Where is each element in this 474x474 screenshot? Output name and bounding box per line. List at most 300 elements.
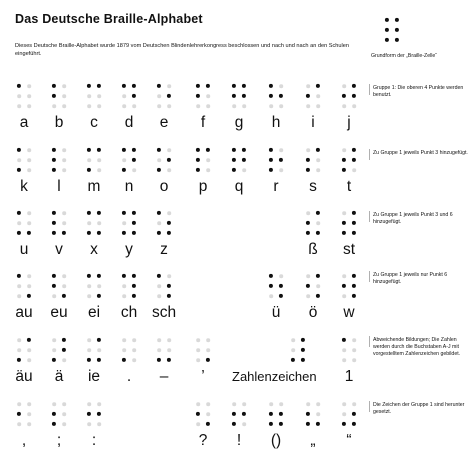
raised-dot xyxy=(352,274,356,278)
raised-dot xyxy=(52,358,56,362)
empty-dot xyxy=(17,338,21,342)
empty-dot xyxy=(206,168,210,172)
braille-cell xyxy=(342,148,358,172)
raised-dot xyxy=(352,284,356,288)
raised-dot xyxy=(17,148,21,152)
raised-dot xyxy=(306,422,310,426)
empty-dot xyxy=(62,422,66,426)
braille-character-label: e xyxy=(159,114,169,131)
raised-dot xyxy=(87,148,91,152)
braille-character-label: ö xyxy=(308,304,318,321)
raised-dot xyxy=(232,422,236,426)
empty-dot xyxy=(206,402,210,406)
empty-dot xyxy=(306,274,310,278)
empty-dot xyxy=(132,348,136,352)
raised-dot xyxy=(352,412,356,416)
raised-dot xyxy=(52,211,56,215)
empty-dot xyxy=(316,402,320,406)
braille-cell xyxy=(52,148,68,172)
empty-dot xyxy=(87,104,91,108)
empty-dot xyxy=(316,158,320,162)
empty-dot xyxy=(62,168,66,172)
empty-dot xyxy=(316,412,320,416)
raised-dot xyxy=(232,158,236,162)
empty-dot xyxy=(97,104,101,108)
raised-dot xyxy=(232,84,236,88)
grundform-label: Grundform der „Braille-Zelle“ xyxy=(370,53,437,59)
empty-dot xyxy=(97,221,101,225)
raised-dot xyxy=(157,274,161,278)
raised-dot xyxy=(167,294,171,298)
empty-dot xyxy=(62,104,66,108)
empty-dot xyxy=(342,211,346,215)
braille-cell xyxy=(232,148,248,172)
empty-dot xyxy=(167,168,171,172)
empty-dot xyxy=(97,94,101,98)
empty-dot xyxy=(269,402,273,406)
braille-character-label: v xyxy=(55,241,63,258)
empty-dot xyxy=(122,348,126,352)
raised-dot xyxy=(279,412,283,416)
empty-dot xyxy=(316,168,320,172)
empty-dot xyxy=(196,402,200,406)
empty-dot xyxy=(97,422,101,426)
raised-dot xyxy=(157,211,161,215)
raised-dot xyxy=(157,168,161,172)
empty-dot xyxy=(52,104,56,108)
braille-cell xyxy=(122,84,138,108)
braille-character-label: ? xyxy=(198,432,208,449)
braille-character-label: . xyxy=(126,368,132,385)
braille-character-label: st xyxy=(342,241,356,258)
empty-dot xyxy=(62,358,66,362)
raised-dot xyxy=(342,422,346,426)
raised-dot xyxy=(27,294,31,298)
raised-dot xyxy=(87,84,91,88)
empty-dot xyxy=(352,348,356,352)
braille-character-label: ! xyxy=(236,432,242,449)
raised-dot xyxy=(206,84,210,88)
raised-dot xyxy=(306,412,310,416)
empty-dot xyxy=(87,158,91,162)
raised-dot xyxy=(316,148,320,152)
braille-character-label: x xyxy=(90,241,98,258)
raised-dot xyxy=(232,168,236,172)
page-title: Das Deutsche Braille-Alphabet xyxy=(15,12,203,26)
raised-dot xyxy=(206,358,210,362)
braille-character-label: – xyxy=(159,368,169,385)
raised-dot xyxy=(385,18,389,22)
raised-dot xyxy=(316,274,320,278)
braille-cell xyxy=(52,338,68,362)
braille-character-label: äu xyxy=(15,368,33,385)
raised-dot xyxy=(132,284,136,288)
empty-dot xyxy=(132,358,136,362)
raised-dot xyxy=(157,358,161,362)
braille-cell xyxy=(17,84,33,108)
empty-dot xyxy=(269,294,273,298)
raised-dot xyxy=(306,158,310,162)
raised-dot xyxy=(279,94,283,98)
raised-dot xyxy=(232,94,236,98)
empty-dot xyxy=(167,274,171,278)
empty-dot xyxy=(17,348,21,352)
note-divider xyxy=(369,271,370,282)
empty-dot xyxy=(27,422,31,426)
braille-cell xyxy=(196,84,212,108)
braille-cell xyxy=(196,402,212,426)
empty-dot xyxy=(87,221,91,225)
empty-dot xyxy=(306,148,310,152)
raised-dot xyxy=(269,274,273,278)
empty-dot xyxy=(87,94,91,98)
raised-dot xyxy=(395,18,399,22)
empty-dot xyxy=(316,94,320,98)
raised-dot xyxy=(97,274,101,278)
empty-dot xyxy=(27,412,31,416)
raised-dot xyxy=(97,84,101,88)
empty-dot xyxy=(157,338,161,342)
group-note: Die Zeichen der Gruppe 1 sind herunter gesetzt. xyxy=(373,402,465,415)
raised-dot xyxy=(242,94,246,98)
raised-dot xyxy=(395,28,399,32)
note-divider xyxy=(369,84,370,95)
raised-dot xyxy=(352,221,356,225)
raised-dot xyxy=(196,94,200,98)
raised-dot xyxy=(157,231,161,235)
raised-dot xyxy=(232,412,236,416)
braille-cell xyxy=(87,338,103,362)
raised-dot xyxy=(352,148,356,152)
empty-dot xyxy=(87,284,91,288)
raised-dot xyxy=(132,148,136,152)
empty-dot xyxy=(342,412,346,416)
raised-dot xyxy=(269,422,273,426)
braille-cell xyxy=(17,338,33,362)
empty-dot xyxy=(206,348,210,352)
empty-dot xyxy=(87,402,91,406)
raised-dot xyxy=(132,231,136,235)
empty-dot xyxy=(97,348,101,352)
raised-dot xyxy=(52,168,56,172)
empty-dot xyxy=(62,84,66,88)
empty-dot xyxy=(87,338,91,342)
empty-dot xyxy=(17,94,21,98)
empty-dot xyxy=(242,422,246,426)
braille-character-label: au xyxy=(15,304,33,321)
raised-dot xyxy=(17,274,21,278)
raised-dot xyxy=(122,148,126,152)
empty-dot xyxy=(27,84,31,88)
raised-dot xyxy=(306,284,310,288)
empty-dot xyxy=(87,422,91,426)
braille-character-label: ie xyxy=(87,368,101,385)
braille-cell xyxy=(157,211,173,235)
braille-cell xyxy=(157,148,173,172)
raised-dot xyxy=(157,148,161,152)
empty-dot xyxy=(122,104,126,108)
raised-dot xyxy=(52,148,56,152)
group-note: Zu Gruppe 1 jeweils Punkt 3 und 6 hinzugefügt. xyxy=(373,212,453,225)
empty-dot xyxy=(27,211,31,215)
empty-dot xyxy=(27,158,31,162)
raised-dot xyxy=(87,211,91,215)
raised-dot xyxy=(316,231,320,235)
empty-dot xyxy=(27,104,31,108)
braille-cell xyxy=(87,84,103,108)
empty-dot xyxy=(306,402,310,406)
empty-dot xyxy=(62,402,66,406)
braille-cell xyxy=(52,84,68,108)
raised-dot xyxy=(132,211,136,215)
empty-dot xyxy=(122,158,126,162)
braille-cell xyxy=(122,338,138,362)
braille-cell xyxy=(342,211,358,235)
braille-cell xyxy=(122,211,138,235)
raised-dot xyxy=(342,338,346,342)
raised-dot xyxy=(122,211,126,215)
raised-dot xyxy=(17,168,21,172)
braille-character-label: i xyxy=(311,114,315,131)
braille-cell xyxy=(52,274,68,298)
empty-dot xyxy=(17,284,21,288)
raised-dot xyxy=(17,412,21,416)
empty-dot xyxy=(87,294,91,298)
empty-dot xyxy=(122,294,126,298)
raised-dot xyxy=(196,84,200,88)
empty-dot xyxy=(157,158,161,162)
raised-dot xyxy=(122,84,126,88)
empty-dot xyxy=(167,148,171,152)
empty-dot xyxy=(306,294,310,298)
empty-dot xyxy=(291,348,295,352)
empty-dot xyxy=(27,168,31,172)
empty-dot xyxy=(342,148,346,152)
raised-dot xyxy=(52,221,56,225)
raised-dot xyxy=(269,168,273,172)
braille-cell xyxy=(269,274,285,298)
braille-character-label: “ xyxy=(346,432,352,449)
braille-character-label: ü xyxy=(271,304,281,321)
braille-character-label: p xyxy=(198,178,208,195)
empty-dot xyxy=(269,104,273,108)
empty-dot xyxy=(291,338,295,342)
empty-dot xyxy=(352,402,356,406)
braille-cell xyxy=(306,402,322,426)
intro-text: Dieses Deutsche Braille-Alphabet wurde 1879 vom Deutschen Blindenlehrerkongress beschlossen und nach und nach an den Schulen eingeführt. xyxy=(15,43,349,57)
braille-cell xyxy=(306,148,322,172)
empty-dot xyxy=(206,412,210,416)
braille-character-label: n xyxy=(124,178,134,195)
empty-dot xyxy=(97,158,101,162)
braille-character-label: () xyxy=(270,432,282,449)
braille-cell xyxy=(122,274,138,298)
raised-dot xyxy=(52,84,56,88)
empty-dot xyxy=(62,148,66,152)
empty-dot xyxy=(97,168,101,172)
raised-dot xyxy=(316,422,320,426)
braille-character-label: u xyxy=(19,241,29,258)
raised-dot xyxy=(232,148,236,152)
empty-dot xyxy=(27,348,31,352)
braille-character-label: s xyxy=(309,178,317,195)
raised-dot xyxy=(291,358,295,362)
raised-dot xyxy=(122,168,126,172)
braille-cell xyxy=(269,84,285,108)
braille-character-label: r xyxy=(273,178,279,195)
raised-dot xyxy=(52,94,56,98)
raised-dot xyxy=(206,422,210,426)
raised-dot xyxy=(242,412,246,416)
raised-dot xyxy=(269,284,273,288)
empty-dot xyxy=(62,221,66,225)
empty-dot xyxy=(122,338,126,342)
empty-dot xyxy=(132,168,136,172)
empty-dot xyxy=(157,294,161,298)
braille-cell xyxy=(232,402,248,426)
empty-dot xyxy=(62,94,66,98)
note-divider xyxy=(369,336,370,347)
grundform-braille-cell xyxy=(385,18,401,42)
raised-dot xyxy=(97,211,101,215)
empty-dot xyxy=(27,94,31,98)
braille-cell xyxy=(232,84,248,108)
raised-dot xyxy=(306,221,310,225)
braille-character-label: eu xyxy=(50,304,68,321)
braille-cell xyxy=(306,211,322,235)
raised-dot xyxy=(97,412,101,416)
braille-character-label: t xyxy=(346,178,352,195)
empty-dot xyxy=(279,402,283,406)
empty-dot xyxy=(206,338,210,342)
braille-cell xyxy=(269,148,285,172)
raised-dot xyxy=(196,148,200,152)
raised-dot xyxy=(132,274,136,278)
empty-dot xyxy=(316,104,320,108)
raised-dot xyxy=(301,358,305,362)
braille-character-label: ß xyxy=(308,241,318,258)
raised-dot xyxy=(157,84,161,88)
raised-dot xyxy=(17,358,21,362)
group-note: Zu Gruppe 1 jeweils nur Punkt 6 hinzugefügt. xyxy=(373,272,448,285)
empty-dot xyxy=(279,148,283,152)
braille-cell xyxy=(291,338,307,362)
braille-character-label: 1 xyxy=(344,368,354,385)
braille-cell xyxy=(306,84,322,108)
empty-dot xyxy=(62,284,66,288)
raised-dot xyxy=(395,38,399,42)
raised-dot xyxy=(97,148,101,152)
empty-dot xyxy=(316,284,320,288)
raised-dot xyxy=(352,211,356,215)
raised-dot xyxy=(242,158,246,162)
empty-dot xyxy=(352,338,356,342)
braille-cell xyxy=(157,84,173,108)
raised-dot xyxy=(342,284,346,288)
empty-dot xyxy=(279,104,283,108)
raised-dot xyxy=(52,274,56,278)
empty-dot xyxy=(167,348,171,352)
raised-dot xyxy=(122,358,126,362)
empty-dot xyxy=(157,348,161,352)
raised-dot xyxy=(132,84,136,88)
raised-dot xyxy=(269,84,273,88)
raised-dot xyxy=(352,294,356,298)
empty-dot xyxy=(122,284,126,288)
empty-dot xyxy=(62,158,66,162)
raised-dot xyxy=(196,168,200,172)
raised-dot xyxy=(269,158,273,162)
empty-dot xyxy=(27,221,31,225)
raised-dot xyxy=(62,338,66,342)
empty-dot xyxy=(17,402,21,406)
raised-dot xyxy=(279,422,283,426)
raised-dot xyxy=(132,221,136,225)
empty-dot xyxy=(62,274,66,278)
raised-dot xyxy=(52,412,56,416)
empty-dot xyxy=(316,221,320,225)
raised-dot xyxy=(52,284,56,288)
empty-dot xyxy=(132,104,136,108)
braille-character-label: f xyxy=(200,114,206,131)
empty-dot xyxy=(27,358,31,362)
empty-dot xyxy=(232,104,236,108)
empty-dot xyxy=(352,358,356,362)
braille-character-label: z xyxy=(160,241,168,258)
empty-dot xyxy=(342,358,346,362)
empty-dot xyxy=(306,104,310,108)
braille-cell xyxy=(52,211,68,235)
raised-dot xyxy=(132,158,136,162)
empty-dot xyxy=(97,402,101,406)
braille-cell xyxy=(17,402,33,426)
braille-cell xyxy=(52,402,68,426)
empty-dot xyxy=(17,294,21,298)
raised-dot xyxy=(167,231,171,235)
raised-dot xyxy=(122,274,126,278)
raised-dot xyxy=(306,168,310,172)
raised-dot xyxy=(342,158,346,162)
braille-cell xyxy=(17,274,33,298)
empty-dot xyxy=(206,158,210,162)
raised-dot xyxy=(62,294,66,298)
empty-dot xyxy=(206,94,210,98)
raised-dot xyxy=(62,348,66,352)
raised-dot xyxy=(167,94,171,98)
braille-character-label: : xyxy=(91,432,97,449)
raised-dot xyxy=(87,231,91,235)
raised-dot xyxy=(196,158,200,162)
empty-dot xyxy=(52,294,56,298)
empty-dot xyxy=(196,348,200,352)
raised-dot xyxy=(342,94,346,98)
raised-dot xyxy=(52,422,56,426)
braille-character-label: o xyxy=(159,178,169,195)
raised-dot xyxy=(269,94,273,98)
raised-dot xyxy=(97,338,101,342)
braille-character-label: j xyxy=(347,114,351,131)
empty-dot xyxy=(122,221,126,225)
braille-character-label: d xyxy=(124,114,134,131)
empty-dot xyxy=(52,402,56,406)
empty-dot xyxy=(167,84,171,88)
empty-dot xyxy=(27,402,31,406)
raised-dot xyxy=(269,412,273,416)
raised-dot xyxy=(87,168,91,172)
braille-cell xyxy=(342,338,358,362)
empty-dot xyxy=(167,104,171,108)
raised-dot xyxy=(316,211,320,215)
